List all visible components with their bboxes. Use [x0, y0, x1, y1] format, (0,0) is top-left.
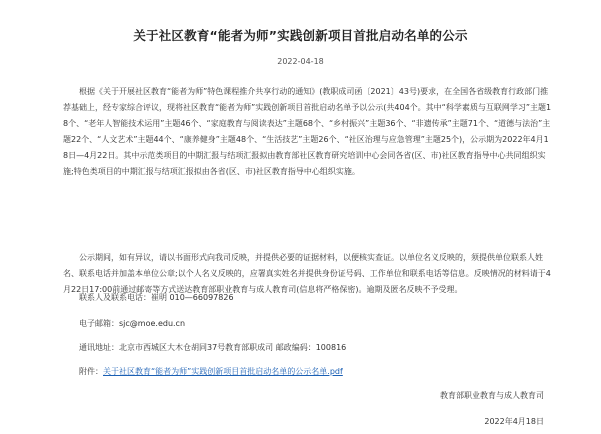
- publish-date: 2022-04-18: [277, 57, 324, 66]
- contact-info: 联系人及联系电话：崔明 010—66097826: [79, 293, 234, 302]
- address-info: 通讯地址：北京市西城区大木仓胡同37号教育部职成司 邮政编码：100816: [79, 343, 347, 352]
- signature-organization: 教育部职业教育与成人教育司: [440, 391, 544, 400]
- email-info: 电子邮箱：sjc@moe.edu.cn: [79, 319, 186, 328]
- signature-date: 2022年4月18日: [484, 417, 544, 426]
- announcement-paragraph-1: 根据《关于开展社区教育“能者为师”特色课程推介共享行动的通知》(教职成司函〔2021〕43号)要求，在全国各省级教育行政部门推荐基础上，经专家综合评议，现将社区教育“能者为师”实践创新项目首批启动名单予以公示(共404个。其中“科学素质与互联网学习”主题18个、“老年人智能技术运用”主题46个、“家庭教育与阅读表达”主题68个、“乡村振兴”主题36个、“非遗传承”主题71个、“道德与法治”主题22个、“人文艺术”主题44个、“康养健身”主题48个、“生活技艺”主题26个、“社区治理与应急管理”主题25个)，公示期为2022年4月18日—4月22日。其中示范类项目的中期汇报与结项汇报拟由教育部社区教育研究培训中心会同各省(区、市)社区教育指导中心共同组织实施;特色类项目的中期汇报与结项汇报拟由各省(区、市)社区教育指导中心组织实施。: [63, 87, 552, 176]
- attachment-link[interactable]: 关于社区教育“能者为师”实践创新项目首批启动名单的公示名单.pdf: [103, 367, 343, 376]
- announcement-paragraph-2: 公示期间，如有异议，请以书面形式向我司反映，并提供必要的证据材料，以便核实查证。以单位名义反映的，须提供单位联系人姓名、联系电话并加盖本单位公章;以个人名义反映的，应署真实姓名并提供身份证号码、工作单位和联系电话等信息。反映情况的材料请于4月22日17:00前通过邮寄等方式送达教育部职业教育与成人教育司(信息将严格保密)。逾期及匿名反映不予受理。: [63, 253, 551, 294]
- attachment-label: 附件：: [79, 367, 103, 376]
- attachment-row: [79, 366, 343, 378]
- page-title: 关于社区教育“能者为师”实践创新项目首批启动名单的公示: [133, 28, 468, 43]
